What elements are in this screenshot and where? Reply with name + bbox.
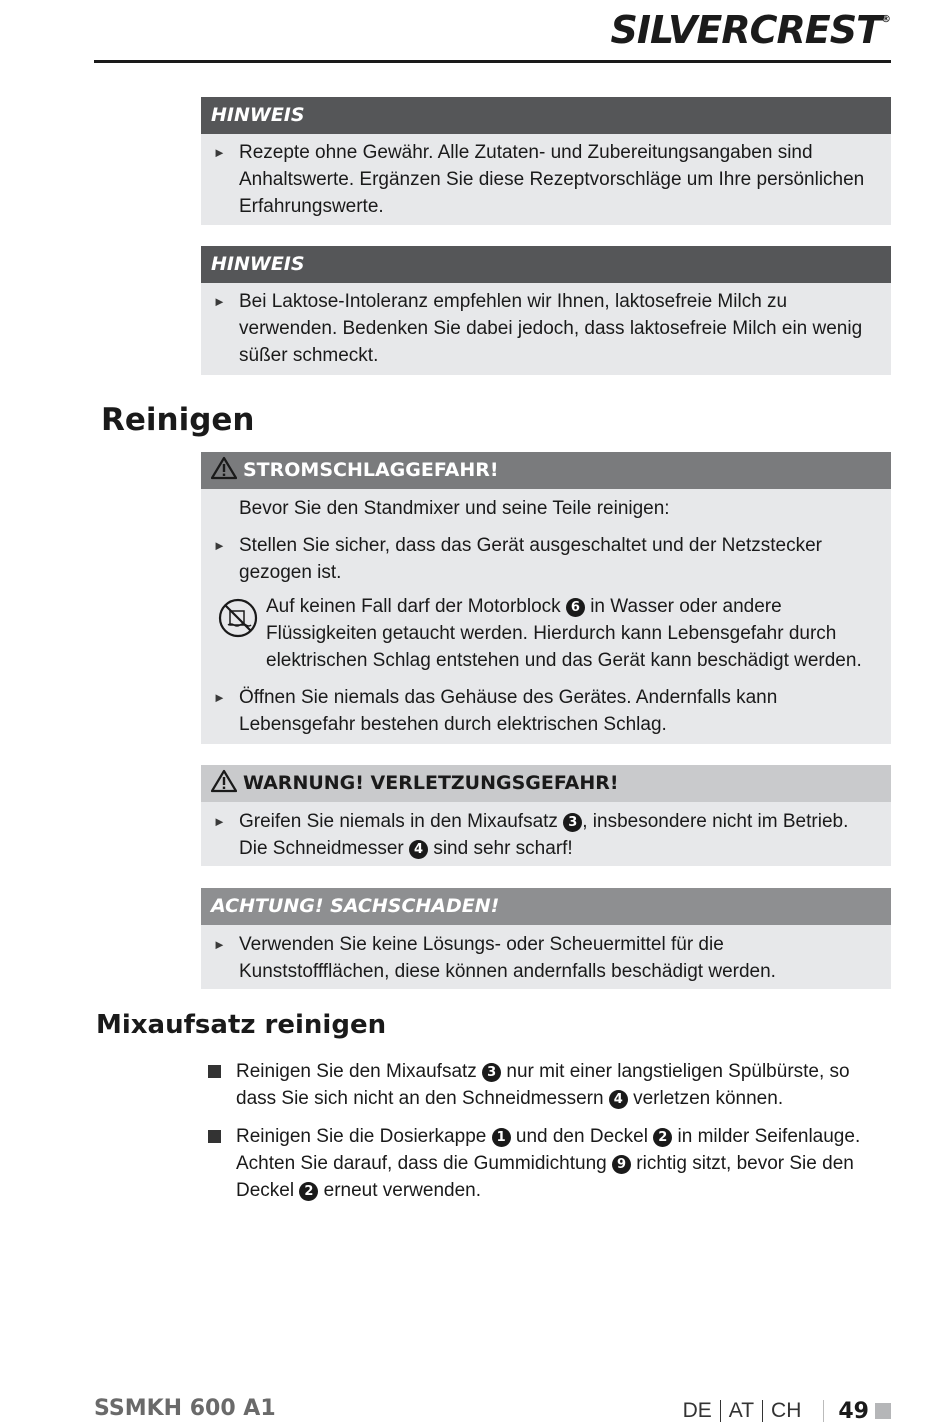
part-number-badge: 9 [612,1155,631,1174]
electric-warning-immerse-note: Auf keinen Fall darf der Motorblock 6 in Wasser oder andere Flüssigkeiten getaucht werden. Hierdurch kann Lebensgefahr durch elektrischen Schlag entstehen und das Gerät kann beschädigt werden. [201,593,891,674]
part-number-badge: 3 [563,813,582,832]
square-bullet-icon [208,1065,221,1078]
part-number-badge: 2 [299,1182,318,1201]
part-number-badge: 1 [492,1128,511,1147]
footer-model-number: SSMKH 600 A1 [94,1396,276,1421]
note-item-1: ► Rezepte ohne Gewähr. Alle Zutaten- und Zubereitungsangaben sind Anhaltswerte. Ergänzen Sie diese Rezeptvorschläge um Ihre persönlichen Erfahrungswerte. [201,139,891,220]
bullet-arrow-icon: ► [213,937,226,952]
bullet-arrow-icon: ► [213,538,226,553]
list-item: Reinigen Sie den Mixaufsatz 3 nur mit einer langstieligen Spülbürste, so dass Sie sich nicht an den Schneidmessern 4 verletzen können. [208,1058,878,1112]
damage-warning-item: ► Verwenden Sie keine Lösungs- oder Scheuermittel für die Kunststoffflächen, diese können andernfalls beschädigt werden. [201,931,891,985]
footer-page-info [675,1396,891,1426]
list-item: Reinigen Sie die Dosierkappe 1 und den Deckel 2 in milder Seifenlauge. Achten Sie darauf, dass die Gummidichtung 9 richtig sitzt, bevor Sie den Deckel 2 erneut verwenden. [208,1123,878,1204]
section-title-mixer: Mixaufsatz reinigen [96,1010,387,1040]
part-number-badge: 2 [653,1128,672,1147]
page-number: 49 [838,1398,869,1424]
part-number-badge: 6 [566,598,585,617]
bullet-arrow-icon: ► [213,294,226,309]
electric-warning-title: STROMSCHLAGGEFAHR! [201,452,891,489]
square-bullet-icon [208,1130,221,1143]
injury-warning-box [201,765,891,866]
part-number-badge: 3 [482,1063,501,1082]
damage-warning-title: ACHTUNG! SACHSCHADEN! [201,888,891,925]
page-marker-icon [875,1403,891,1419]
do-not-immerse-icon [217,597,259,639]
note-box-2 [201,246,891,375]
electric-warning-item-1: ► Stellen Sie sicher, dass das Gerät ausgeschaltet und der Netzstecker gezogen ist. [201,532,891,586]
divider [823,1400,824,1422]
note-title-2: HINWEIS [201,246,891,283]
warning-triangle-icon [211,456,237,480]
footer-lang-ch: CH [771,1399,802,1422]
injury-warning-title: WARNUNG! VERLETZUNGSGEFAHR! [201,765,891,802]
electric-warning-intro: Bevor Sie den Standmixer und seine Teile reinigen: [239,498,670,519]
note-box-1 [201,97,891,225]
part-number-badge: 4 [409,840,428,859]
header-rule [94,60,891,63]
electric-warning-box [201,452,891,744]
footer-lang-de: DE [682,1399,712,1422]
damage-warning-box [201,888,891,989]
footer-lang-at: AT [728,1399,755,1422]
bullet-arrow-icon: ► [213,145,226,160]
bullet-arrow-icon: ► [213,814,226,829]
section-title-cleaning: Reinigen [101,402,255,438]
injury-warning-item: ► Greifen Sie niemals in den Mixaufsatz 3 , insbesondere nicht im Betrieb. Die Schneidmesser 4 sind sehr scharf! [201,808,891,862]
electric-warning-item-2: ► Öffnen Sie niemals das Gehäuse des Gerätes. Andernfalls kann Lebensgefahr bestehen durch elektrischen Schlag. [201,684,891,738]
bullet-arrow-icon: ► [213,690,226,705]
warning-triangle-icon [211,769,237,793]
part-number-badge: 4 [609,1090,628,1109]
brand-logo: SILVERCREST® [610,8,890,52]
note-item-2: ► Bei Laktose-Intoleranz empfehlen wir Ihnen, laktosefreie Milch zu verwenden. Bedenken Sie dabei jedoch, dass laktosefreie Milch ein wenig süßer schmeckt. [201,288,891,369]
note-title-1: HINWEIS [201,97,891,134]
